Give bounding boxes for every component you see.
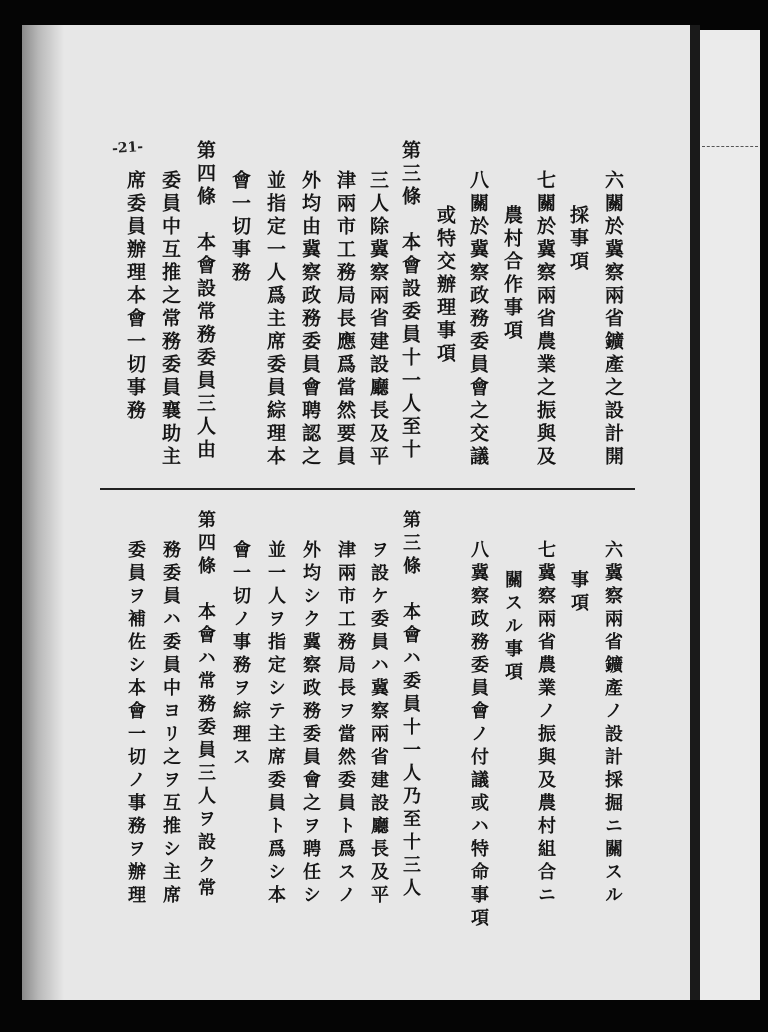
lower-column: 七冀察兩省農業ノ振與及農村組合ニ [535, 540, 556, 908]
lower-article-heading-column: 第三條 本會ハ委員十一人乃至十三人 [400, 510, 421, 901]
section-divider [100, 488, 635, 490]
lower-column: 委員ヲ補佐シ本會一切ノ事務ヲ辦理 [125, 540, 146, 908]
adjacent-page-rule [702, 146, 758, 147]
upper-column: 採事項 [567, 205, 589, 274]
lower-column: 六冀察兩省鑛產ノ設計採掘ニ關スル [602, 540, 623, 908]
upper-column: 津兩市工務局長應爲當然要員 [334, 170, 356, 469]
upper-article-heading-column: 第四條 本會設常務委員三人由 [194, 140, 216, 462]
upper-column: 六關於冀察兩省鑛產之設計開 [602, 170, 624, 469]
page-binding-shadow [22, 25, 64, 1000]
lower-column: 關スル事項 [502, 570, 523, 685]
page-gutter [690, 25, 700, 1000]
adjacent-page-edge [700, 30, 760, 1000]
upper-column: 農村合作事項 [501, 205, 523, 343]
lower-column: 津兩市工務局長ヲ當然委員ト爲スノ [335, 540, 356, 908]
upper-column: 三人除冀察兩省建設廳長及平 [367, 170, 389, 469]
page-number: -21- [111, 138, 144, 158]
upper-column: 七關於冀察兩省農業之振與及 [534, 170, 556, 469]
lower-column: ヲ設ケ委員ハ冀察兩省建設廳長及平 [368, 540, 389, 908]
lower-column: 八冀察政務委員會ノ付議或ハ特命事項 [468, 540, 489, 931]
upper-column: 並指定一人爲主席委員綜理本 [264, 170, 286, 469]
lower-column: 會一切ノ事務ヲ綜理ス [230, 540, 251, 770]
lower-column: 並一人ヲ指定シテ主席委員ト爲シ本 [265, 540, 286, 908]
upper-column: 會一切事務 [229, 170, 251, 285]
upper-column: 或特交辦理事項 [434, 205, 456, 366]
lower-column: 務委員ハ委員中ヨリ之ヲ互推シ主席 [160, 540, 181, 908]
upper-column: 席委員辦理本會一切事務 [124, 170, 146, 423]
lower-column: 事項 [568, 570, 589, 616]
upper-column: 八關於冀察政務委員會之交議 [467, 170, 489, 469]
lower-column: 外均シク冀察政務委員會之ヲ聘任シ [300, 540, 321, 908]
lower-article-heading-column: 第四條 本會ハ常務委員三人ヲ設ク常 [195, 510, 216, 901]
upper-article-heading-column: 第三條 本會設委員十一人至十 [399, 140, 421, 462]
upper-column: 委員中互推之常務委員襄助主 [159, 170, 181, 469]
upper-column: 外均由冀察政務委員會聘認之 [299, 170, 321, 469]
